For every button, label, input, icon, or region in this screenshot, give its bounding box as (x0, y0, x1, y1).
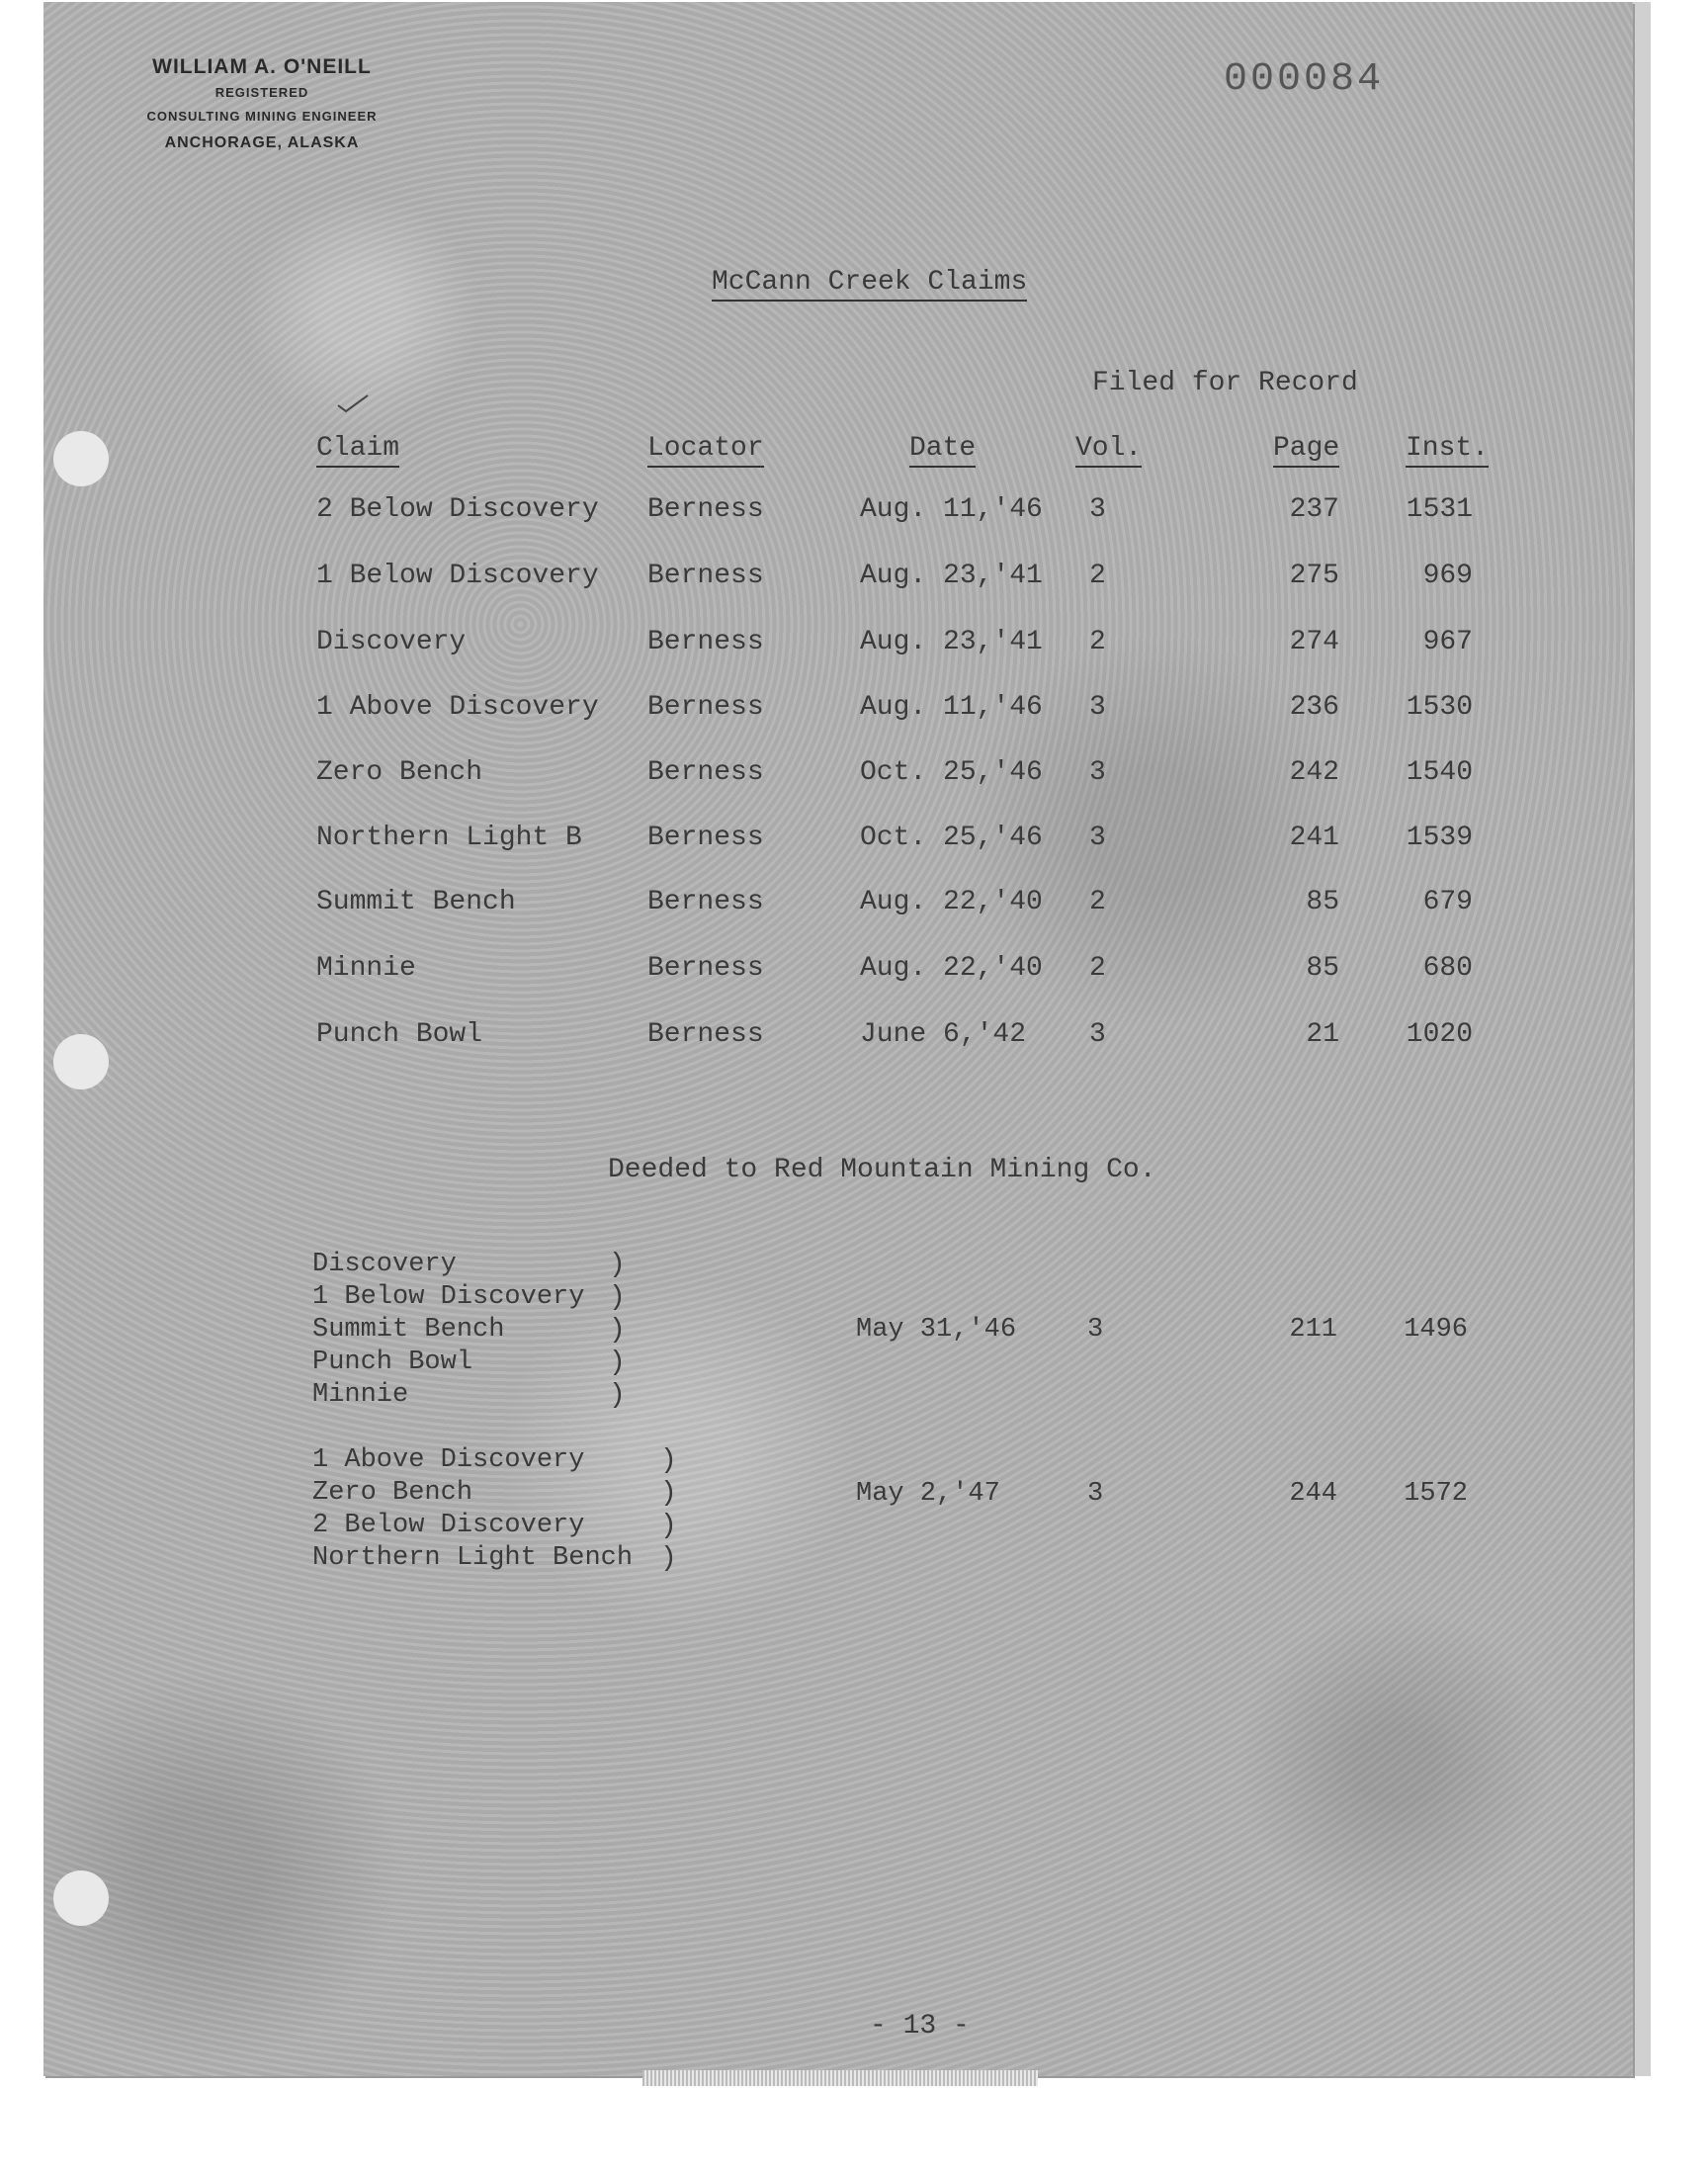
filed-for-record-heading: Filed for Record (1092, 368, 1358, 398)
deed-vol: 3 (1087, 1479, 1104, 1509)
locator-cell: Berness (647, 561, 764, 591)
punch-hole-bottom (53, 1870, 109, 1926)
page-cell: 275 (1289, 561, 1339, 591)
deed-vol: 3 (1087, 1315, 1104, 1345)
page-cell: 242 (1289, 757, 1339, 788)
deeded-heading: Deeded to Red Mountain Mining Co. (608, 1155, 1156, 1185)
vol-cell: 3 (1089, 692, 1106, 723)
claim-cell: Punch Bowl (316, 1019, 483, 1050)
inst-cell: 1539 (1406, 823, 1473, 853)
vol-cell: 2 (1089, 953, 1106, 984)
locator-cell: Berness (647, 823, 764, 853)
inst-cell: 680 (1422, 953, 1473, 984)
deed-inst: 1496 (1404, 1315, 1468, 1345)
punch-hole-top (53, 431, 109, 486)
checkmark-icon (336, 393, 370, 413)
letterhead-registered: REGISTERED (214, 85, 309, 100)
scan-edge (1633, 2, 1651, 2076)
bracket: ) (609, 1348, 626, 1378)
claim-cell: 2 Below Discovery (316, 494, 599, 525)
locator-cell: Berness (647, 692, 764, 723)
list-item: Northern Light Bench (312, 1543, 634, 1573)
claim-cell: 1 Below Discovery (316, 561, 599, 591)
page-number: - 13 - (870, 2011, 970, 2042)
page-cell: 21 (1306, 1019, 1339, 1050)
document-number-stamp: 000084 (1224, 57, 1385, 102)
page-cell: 85 (1306, 887, 1339, 917)
locator-cell: Berness (647, 494, 764, 525)
claim-cell: Zero Bench (316, 757, 483, 788)
column-header-page: Page (1273, 433, 1339, 468)
scan-artifact (642, 2070, 1038, 2086)
inst-cell: 1540 (1406, 757, 1473, 788)
claim-cell: Minnie (316, 953, 416, 984)
inst-cell: 969 (1422, 561, 1473, 591)
vol-cell: 2 (1089, 561, 1106, 591)
list-item: 2 Below Discovery (312, 1511, 585, 1540)
claim-cell: 1 Above Discovery (316, 692, 599, 723)
list-item: Punch Bowl (312, 1348, 473, 1377)
vol-cell: 3 (1089, 494, 1106, 525)
locator-cell: Berness (647, 953, 764, 984)
vol-cell: 3 (1089, 1019, 1106, 1050)
locator-cell: Berness (647, 887, 764, 917)
date-cell: Oct. 25,'46 (860, 757, 1043, 788)
date-cell: Aug. 22,'40 (860, 887, 1043, 917)
bracket: ) (609, 1282, 626, 1313)
bracket: ) (660, 1445, 677, 1476)
locator-cell: Berness (647, 757, 764, 788)
claim-cell: Discovery (316, 627, 467, 657)
bracket: ) (660, 1478, 677, 1509)
bracket: ) (660, 1543, 677, 1574)
page-cell: 85 (1306, 953, 1339, 984)
date-cell: Aug. 11,'46 (860, 494, 1043, 525)
locator-cell: Berness (647, 1019, 764, 1050)
deed-page: 244 (1289, 1479, 1337, 1509)
page-cell: 274 (1289, 627, 1339, 657)
inst-cell: 1020 (1406, 1019, 1473, 1050)
column-header-date: Date (909, 433, 976, 468)
deed-date: May 2,'47 (856, 1479, 1000, 1509)
vol-cell: 2 (1089, 887, 1106, 917)
page-cell: 236 (1289, 692, 1339, 723)
locator-cell: Berness (647, 627, 764, 657)
vol-cell: 3 (1089, 823, 1106, 853)
date-cell: June 6,'42 (860, 1019, 1027, 1050)
letterhead-location: ANCHORAGE, ALASKA (164, 134, 360, 151)
inst-cell: 1530 (1406, 692, 1473, 723)
list-item: 1 Below Discovery (312, 1282, 585, 1312)
date-cell: Aug. 11,'46 (860, 692, 1043, 723)
column-header-vol: Vol. (1075, 433, 1142, 468)
list-item: Minnie (312, 1380, 409, 1410)
column-header-inst: Inst. (1406, 433, 1489, 468)
letterhead-profession: CONSULTING MINING ENGINEER (146, 109, 378, 124)
punch-hole-middle (53, 1034, 109, 1089)
claim-cell: Summit Bench (316, 887, 516, 917)
bracket: ) (609, 1380, 626, 1411)
deed-page: 211 (1289, 1315, 1337, 1345)
claim-cell: Northern Light B (316, 823, 582, 853)
list-item: Discovery (312, 1250, 457, 1279)
page-cell: 237 (1289, 494, 1339, 525)
inst-cell: 679 (1422, 887, 1473, 917)
vol-cell: 3 (1089, 757, 1106, 788)
list-item: Zero Bench (312, 1478, 473, 1508)
date-cell: Aug. 23,'41 (860, 627, 1043, 657)
bracket: ) (609, 1315, 626, 1346)
list-item: 1 Above Discovery (312, 1445, 585, 1475)
date-cell: Aug. 23,'41 (860, 561, 1043, 591)
date-cell: Oct. 25,'46 (860, 823, 1043, 853)
page-title: McCann Creek Claims (712, 267, 1027, 302)
column-header-claim: Claim (316, 433, 399, 468)
letterhead-name: WILLIAM A. O'NEILL (152, 55, 372, 78)
inst-cell: 1531 (1406, 494, 1473, 525)
list-item: Summit Bench (312, 1315, 505, 1345)
column-header-locator: Locator (647, 433, 764, 468)
bracket: ) (660, 1511, 677, 1541)
date-cell: Aug. 22,'40 (860, 953, 1043, 984)
bracket: ) (609, 1250, 626, 1280)
vol-cell: 2 (1089, 627, 1106, 657)
deed-inst: 1572 (1404, 1479, 1468, 1509)
deed-date: May 31,'46 (856, 1315, 1017, 1345)
page-cell: 241 (1289, 823, 1339, 853)
inst-cell: 967 (1422, 627, 1473, 657)
